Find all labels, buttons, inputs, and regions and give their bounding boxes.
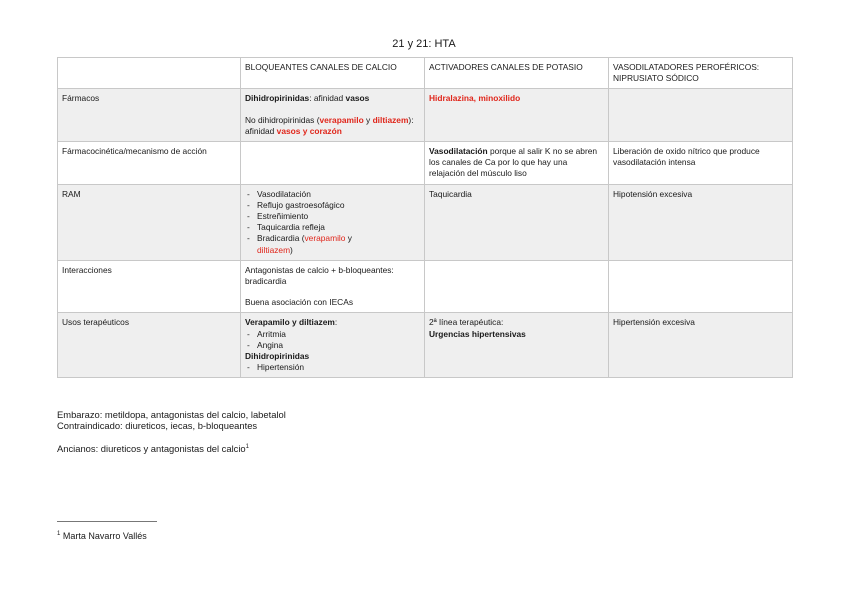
list-item: - Reflujo gastroesofágico [245, 200, 420, 211]
row-label: RAM [58, 184, 241, 260]
list-item: - Hipertensión [245, 362, 420, 373]
list-item: - Angina [245, 340, 420, 351]
footnote-divider [57, 521, 157, 522]
notes [57, 409, 286, 454]
table-row [58, 313, 793, 378]
table-cell: Hipotensión excesiva [609, 184, 793, 260]
table-cell [425, 260, 609, 313]
row-label: Interacciones [58, 260, 241, 313]
table-cell: Taquicardia [425, 184, 609, 260]
note-contraindicado: Contraindicado: diureticos, iecas, b-bloqueantes [57, 420, 258, 431]
table-cell: Dihidropirinidas: afinidad vasos No dihidropirinidas (verapamilo y diltiazem): afinidad vasos y corazón [241, 89, 425, 142]
table-row [58, 184, 793, 260]
list-item: - Taquicardia refleja [245, 222, 420, 233]
table-cell: Hidralazina, minoxilido [425, 89, 609, 142]
table-header-row [58, 58, 793, 89]
table-row [58, 89, 793, 142]
note-embarazo: Embarazo: metildopa, antagonistas del calcio, labetalol [57, 409, 286, 420]
table-cell: 2ª línea terapéutica: Urgencias hipertensivas [425, 313, 609, 378]
hta-table [57, 57, 793, 378]
list-item: - Arritmia [245, 329, 420, 340]
table-row [58, 142, 793, 185]
footnote-ref[interactable]: 1 [245, 444, 249, 450]
list-item: - Bradicardia (verapamilo y diltiazem) [245, 233, 420, 255]
ram-list [245, 189, 420, 256]
row-label: Fármacos [58, 89, 241, 142]
table-cell: Liberación de oxido nítrico que produce vasodilatación intensa [609, 142, 793, 185]
header-cell-potasio: ACTIVADORES CANALES DE POTASIO [425, 58, 609, 89]
table-cell: Vasodilatación porque al salir K no se abren los canales de Ca por lo que hay una relajación del músculo liso [425, 142, 609, 185]
page-title: 21 y 21: HTA [392, 38, 456, 50]
table-cell [609, 89, 793, 142]
table-cell [241, 142, 425, 185]
table-cell [609, 260, 793, 313]
note-ancianos: Ancianos: diureticos y antagonistas del calcio$^1$ [57, 443, 249, 455]
footnote: $^1$ Marta Navarro Vallés [57, 531, 147, 541]
table-row [58, 260, 793, 313]
list-item: - Vasodilatación [245, 189, 420, 200]
header-cell-empty [58, 58, 241, 89]
row-label: Usos terapéuticos [58, 313, 241, 378]
row-label: Fármacocinética/mecanismo de acción [58, 142, 241, 185]
header-cell-calcio: BLOQUEANTES CANALES DE CALCIO [241, 58, 425, 89]
table-cell: Verapamilo y diltiazem: - Arritmia - Angina Dihidropirinidas - Hipertensión [241, 313, 425, 378]
list-item: - Estreñimiento [245, 211, 420, 222]
header-cell-vasodilatadores: VASODILATADORES PEROFÉRICOS: NIPRUSIATO SÓDICO [609, 58, 793, 89]
table-cell [241, 184, 425, 260]
table-cell: Hipertensión excesiva [609, 313, 793, 378]
table-cell: Antagonistas de calcio + b-bloqueantes: bradicardia Buena asociación con IECAs [241, 260, 425, 313]
